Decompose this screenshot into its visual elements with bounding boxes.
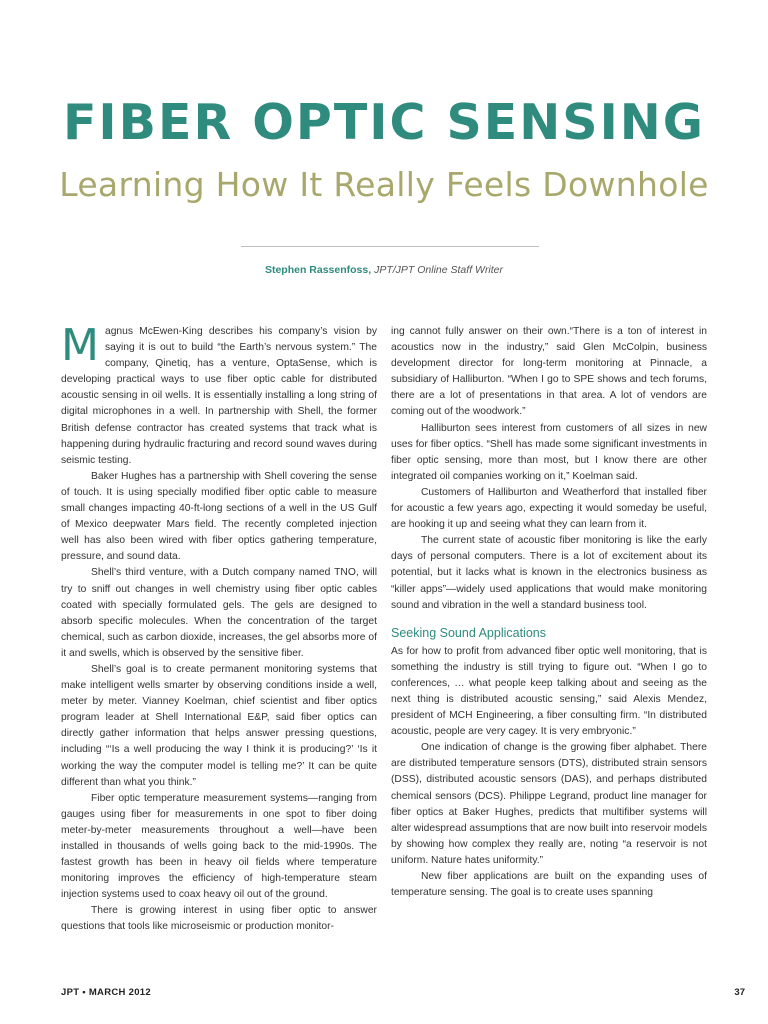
page-number: 37 [734, 987, 745, 998]
article-subtitle: Learning How It Really Feels Downhole [59, 165, 709, 204]
body-paragraph: New fiber applications are built on the expanding uses of temperature sensing. The goal is to create uses spanning [391, 871, 707, 899]
author-name: Stephen Rassenfoss, [264, 264, 372, 276]
footer-issue: JPT • MARCH 2012 [61, 987, 151, 998]
body-paragraph: Customers of Halliburton and Weatherford that installed fiber for acoustic a few years ago, expecting it would someday be useful, are hooking it up and seeing what they can learn from it. [391, 486, 707, 531]
title-divider [241, 246, 539, 247]
author-role: JPT/JPT Online Staff Writer [374, 264, 504, 276]
body-paragraph-text: agnus McEwen-King describes his company’s vision by saying it is out to build “the Earth’s nervous system.” The company, Qinetiq, has a venture, OptaSense, which is developing practical ways to use fiber optic cable for distributed acoustic sensing in oil wells. It is essentially installing a long string of digital microphones in a well. In partnership with Shell, the former British defense contractor has created systems that track what is happening during hydraulic fracturing and record sound waves during seismic testing. [61, 326, 377, 466]
body-paragraph: There is growing interest in using fiber optic to answer questions that tools like microseismic or production monitor- [61, 905, 377, 933]
left-column [61, 324, 377, 964]
right-column [391, 324, 707, 964]
body-paragraph: The current state of acoustic fiber monitoring is like the early days of personal computers. There is a lot of excitement about its potential, but it lacks what is known in the electronics business as “killer apps”—widely used applications that would make monitoring sound and vibration in the well a standard business tool. [391, 535, 707, 611]
section-heading: Seeking Sound Applications [391, 625, 546, 640]
article-title: FIBER OPTIC SENSING [62, 94, 706, 151]
drop-cap: M [61, 324, 99, 371]
body-paragraph: Shell’s third venture, with a Dutch company named TNO, will try to sniff out changes in well chemistry using fiber optic cables coated with specially formulated gels. The gels are designed to absorb specific molecules. When the concentration of the target chemical, such as carbon dioxide, increases, the gel absorbs more of it and swells, which is observed by the sensitive fiber. [61, 567, 377, 659]
body-paragraph: Shell’s goal is to create permanent monitoring systems that make intelligent wells smarter by observing conditions inside a well, meter by meter. Vianney Koelman, chief scientist and fiber optics program leader at Shell International E&P, said fiber optics can directly gather information that helps answer pressing questions, including “‘Is a well producing the way I think it is producing?’ ‘Is it working the way the computer model is telling me?’ It can be quite different than what you think.” [61, 663, 377, 788]
body-paragraph: One indication of change is the growing fiber alphabet. There are distributed temperature sensors (DTS), distributed strain sensors (DSS), distributed acoustic sensors (DAS), and perhaps distributed chemical sensors (DCS). Philippe Legrand, product line manager for fiber optics at Baker Hughes, predicts that multifiber systems will alter widespread assumptions that are now built into reservoir models by showing how complex they really are, noting “a reservoir is not uniform. Nature hates uniformity.” [391, 742, 707, 866]
body-paragraph: As for how to profit from advanced fiber optic well monitoring, that is something the industry is still trying to figure out. “When I go to conferences, … what people keep talking about and seeing as the next thing is distributed acoustic sensing,” said Alexis Mendez, president of MCH Engineering, a fiber consulting firm. “In distributed acoustic, people are very cagey. It is very embryonic.” [391, 645, 707, 738]
body-paragraph: Fiber optic temperature measurement systems—ranging from gauges using fiber for measurements in one spot to fiber doing meter-by-meter measurements throughout a well—have been installed in thousands of wells going back to the mid-1990s. The fastest growth has been in heavy oil fields where temperature monitoring improves the efficiency of high-temperature steam injection systems used to coax heavy oil out of the ground. [61, 792, 377, 901]
body-paragraph [61, 324, 377, 469]
body-paragraph: Halliburton sees interest from customers of all sizes in new uses for fiber optics. “Shell has made some significant investments in fiber optic sensing, more than most, but I know there are other integrated oil companies working on it,” Koelman said. [391, 422, 707, 482]
byline [0, 262, 768, 278]
body-paragraph: Baker Hughes has a partnership with Shell covering the sense of touch. It is using specially modified fiber optic cable to measure small changes impacting 40-ft-long sections of a well in the US Gulf of Mexico deepwater Mars field. The recently completed injection well has also been wired with fiber optics gathering temperature, pressure, and sound data. [61, 470, 377, 563]
body-paragraph: ing cannot fully answer on their own.“There is a ton of interest in acoustics now in the industry,” said Glen McColpin, business development director for long-term monitoring at Pinnacle, a subsidiary of Halliburton. “When I go to SPE shows and tech forums, there are a lot of presentations in that area. A lot of vendors are coming out of the woodwork.” [391, 326, 707, 418]
